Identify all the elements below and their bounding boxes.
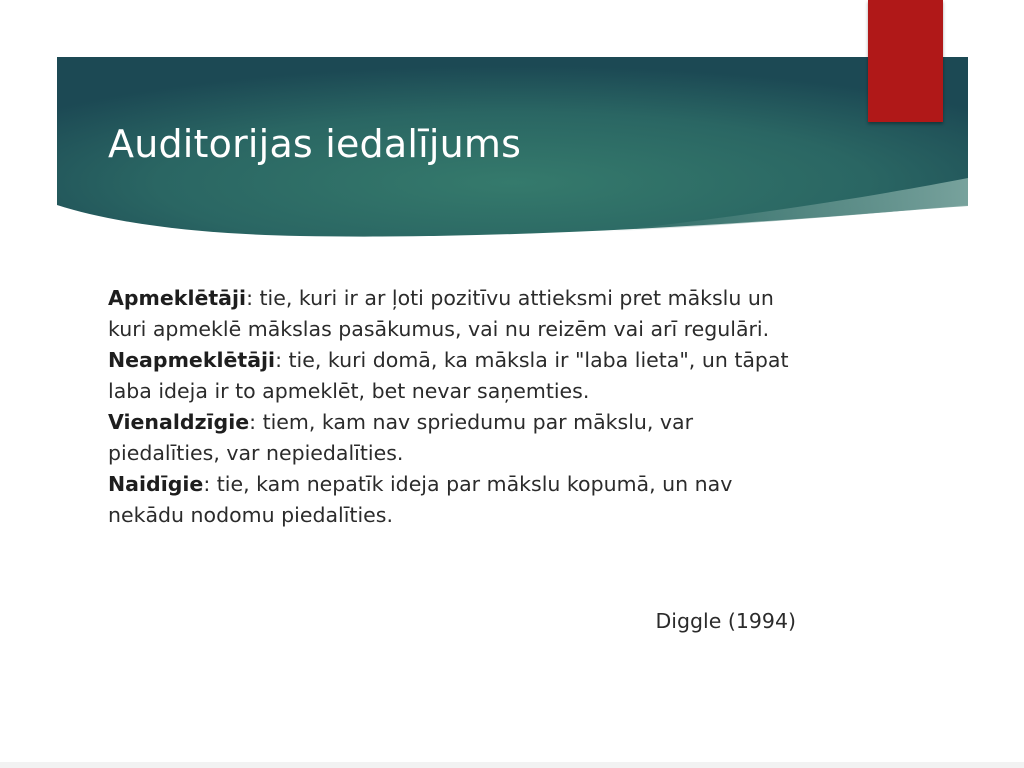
paragraph-neapmekletaji — [108, 345, 808, 407]
paragraph-vienaldzigie — [108, 407, 808, 469]
paragraph-apmekletaji — [108, 283, 808, 345]
bottom-edge — [0, 762, 1024, 768]
term-description: : tie, kam nepatīk ideja par mākslu kopumā, un nav nekādu nodomu piedalīties. — [108, 472, 733, 527]
body-text — [108, 283, 808, 531]
term-label: Neapmeklētāji — [108, 348, 276, 372]
term-description: : tie, kuri domā, ka māksla ir "laba lieta", un tāpat laba ideja ir to apmeklēt, bet nevar saņemties. — [108, 348, 789, 403]
accent-tab — [868, 0, 943, 122]
paragraph-naidigie — [108, 469, 808, 531]
term-description: : tie, kuri ir ar ļoti pozitīvu attieksmi pret mākslu un kuri apmeklē mākslas pasākumus, vai nu reizēm vai arī regulāri. — [108, 286, 774, 341]
citation: Diggle (1994) — [655, 609, 796, 633]
term-description: : tiem, kam nav spriedumu par mākslu, var piedalīties, var nepiedalīties. — [108, 410, 694, 465]
term-label: Apmeklētāji — [108, 286, 247, 310]
slide-title: Auditorijas iedalījums — [108, 122, 522, 166]
term-label: Vienaldzīgie — [108, 410, 250, 434]
term-label: Naidīgie — [108, 472, 204, 496]
